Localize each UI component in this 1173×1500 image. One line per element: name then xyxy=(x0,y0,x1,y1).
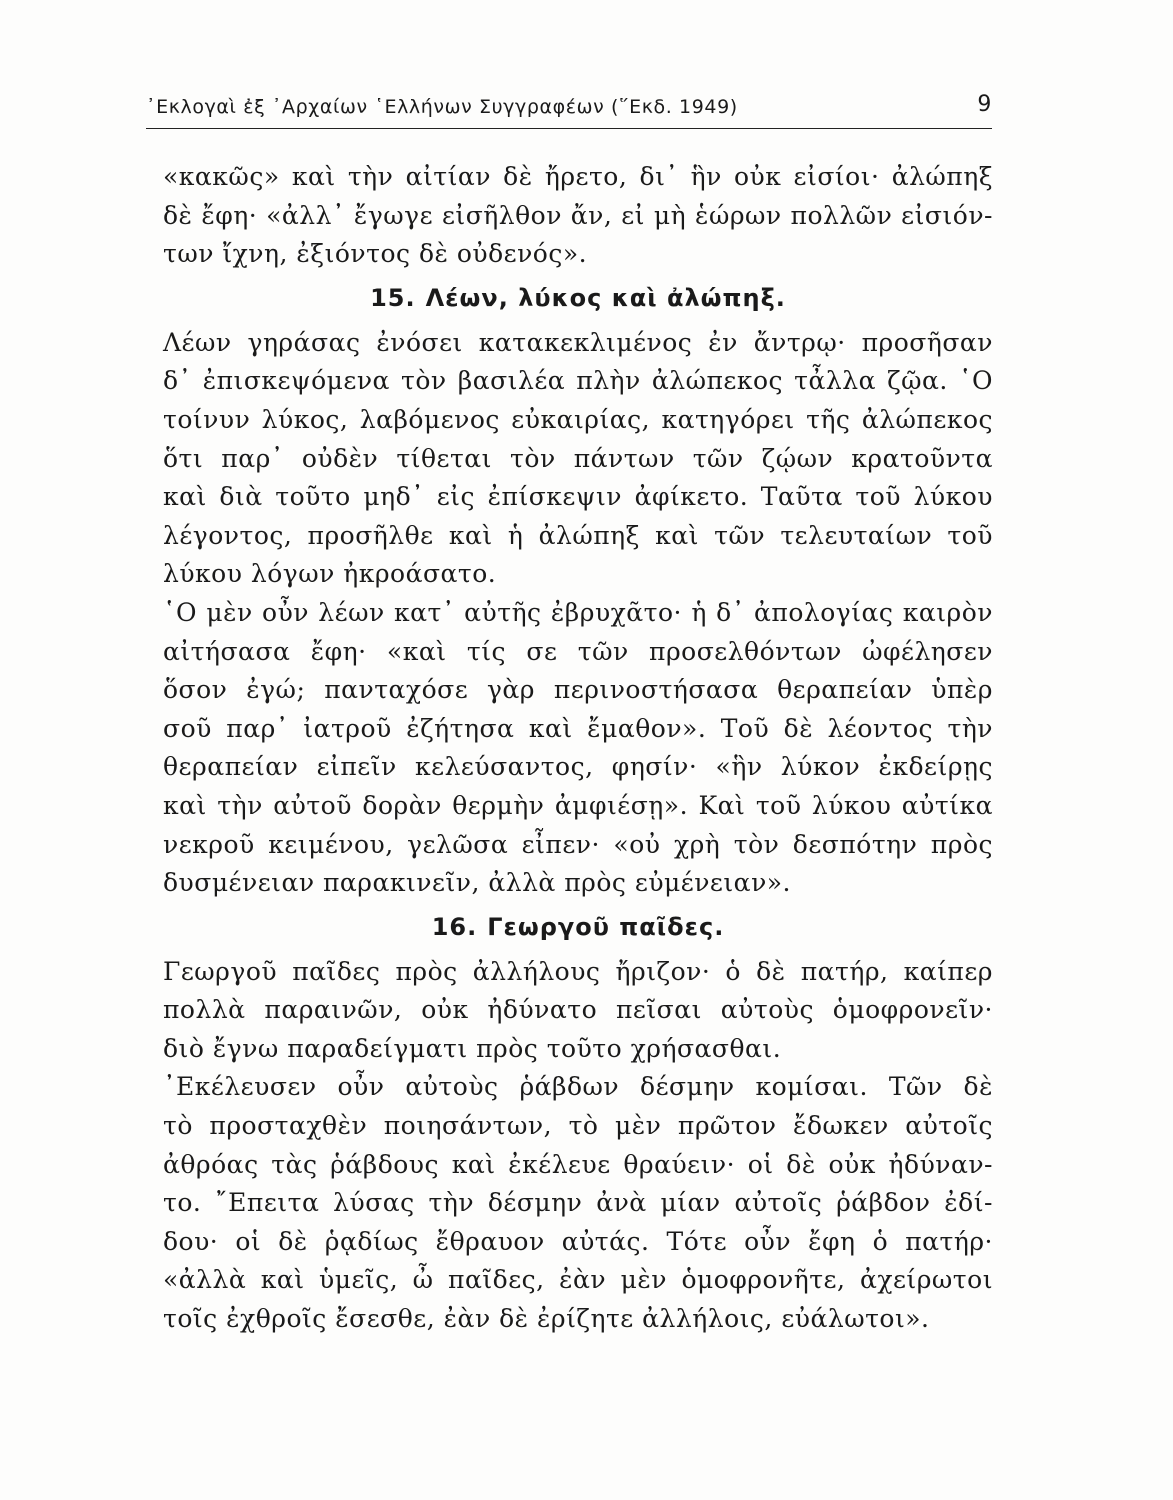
text-line: αἰτήσασα ἔφη· «καὶ τίς σε τῶν προσελθόντων ὠφέλησεν xyxy=(163,636,993,666)
text-line: «ἀλλὰ καὶ ὑμεῖς, ὦ παῖδες, ἐὰν μὲν ὁμοφρονῆτε, ἀχείρωτοι xyxy=(163,1265,993,1295)
section-16-paragraph-2 xyxy=(163,1068,993,1338)
text-line: θεραπείαν εἰπεῖν κελεύσαντος, φησίν· «ἣν λύκον ἐκδείρῃς xyxy=(163,752,993,782)
header-rule xyxy=(146,128,992,129)
text-line: δ᾿ ἐπισκεψόμενα τὸν βασιλέα πλὴν ἀλώπεκος τἆλλα ζῷα. ῾Ο xyxy=(163,366,993,396)
text-line: ῾Ο μὲν οὖν λέων κατ᾿ αὐτῆς ἐβρυχᾶτο· ἡ δ᾿ ἀπολογίας καιρὸν xyxy=(163,597,993,627)
text-line: διὸ ἔγνω παραδείγματι πρὸς τοῦτο χρήσασθαι. xyxy=(163,1033,782,1063)
section-title: Γεωργοῦ παῖδες. xyxy=(487,912,725,941)
page-body xyxy=(163,158,993,1339)
page-number: 9 xyxy=(977,92,992,117)
text-line: ὅτι παρ᾿ οὐδὲν τίθεται τὸν πάντων τῶν ζῴων κρατοῦντα xyxy=(163,443,993,473)
running-head-title: ᾿Εκλογαὶ ἐξ ᾿Αρχαίων ῾Ελλήνων Συγγραφέων (῞Εκδ. 1949) xyxy=(146,96,738,118)
text-line: καὶ τὴν αὐτοῦ δορὰν θερμὴν ἀμφιέσῃ». Καὶ τοῦ λύκου αὐτίκα xyxy=(163,790,993,820)
text-line: ἀθρόας τὰς ῥάβδους καὶ ἐκέλευε θραύειν· οἱ δὲ οὐκ ἠδύναν- xyxy=(163,1149,993,1179)
section-number: 16. xyxy=(431,912,478,941)
text-line: ὅσον ἐγώ; πανταχόσε γὰρ περινοστήσασα θεραπείαν ὑπὲρ xyxy=(163,675,993,705)
text-line: των ἴχνη, ἐξιόντος δὲ οὐδενός». xyxy=(163,239,588,269)
section-title: Λέων, λύκος καὶ ἀλώπηξ. xyxy=(425,283,786,312)
text-line: «κακῶς» καὶ τὴν αἰτίαν δὲ ἤρετο, δι᾿ ἣν οὐκ εἰσίοι· ἀλώπηξ xyxy=(163,162,993,191)
text-line: το. ῎Επειτα λύσας τὴν δέσμην ἀνὰ μίαν αὐτοῖς ῥάβδον ἐδί- xyxy=(163,1188,993,1218)
text-line: Γεωργοῦ παῖδες πρὸς ἀλλήλους ἤριζον· ὁ δὲ πατήρ, καίπερ xyxy=(163,956,993,986)
text-line: δυσμένειαν παρακινεῖν, ἀλλὰ πρὸς εὐμένειαν». xyxy=(163,868,792,898)
running-head xyxy=(146,92,992,124)
text-line: τὸ προσταχθὲν ποιησάντων, τὸ μὲν πρῶτον ἔδωκεν αὐτοῖς xyxy=(163,1111,993,1141)
text-line: νεκροῦ κειμένου, γελῶσα εἶπεν· «οὐ χρὴ τὸν δεσπότην πρὸς xyxy=(163,829,993,859)
text-line: πολλὰ παραινῶν, οὐκ ἠδύνατο πεῖσαι αὐτοὺς ὁμοφρονεῖν· xyxy=(163,995,993,1025)
text-line: τοίνυν λύκος, λαβόμενος εὐκαιρίας, κατηγόρει τῆς ἀλώπεκος xyxy=(163,404,993,434)
text-line: τοῖς ἐχθροῖς ἔσεσθε, ἐὰν δὲ ἐρίζητε ἀλλήλοις, εὐάλωτοι». xyxy=(163,1304,930,1334)
text-line: λύκου λόγων ἠκροάσατο. xyxy=(163,559,497,589)
section-heading-16 xyxy=(163,907,993,947)
text-line: δου· οἱ δὲ ῥᾳδίως ἔθραυον αὐτάς. Τότε οὖν ἔφη ὁ πατήρ· xyxy=(163,1226,993,1256)
text-line: Λέων γηράσας ἐνόσει κατακεκλιμένος ἐν ἄντρῳ· προσῆσαν xyxy=(163,327,993,357)
text-line: ᾿Εκέλευσεν οὖν αὐτοὺς ῥάβδων δέσμην κομίσαι. Τῶν δὲ xyxy=(163,1072,993,1102)
section-15-paragraph-2 xyxy=(163,594,993,903)
section-heading-15 xyxy=(163,278,993,318)
section-16-paragraph-1 xyxy=(163,953,993,1069)
text-line: δὲ ἔφη· «ἀλλ᾿ ἔγωγε εἰσῆλθον ἄν, εἰ μὴ ἑώρων πολλῶν εἰσιόν- xyxy=(163,200,993,230)
intro-paragraph xyxy=(163,158,993,274)
text-line: λέγοντος, προσῆλθε καὶ ἡ ἀλώπηξ καὶ τῶν τελευταίων τοῦ xyxy=(163,520,993,550)
text-line: σοῦ παρ᾿ ἰατροῦ ἐζήτησα καὶ ἔμαθον». Τοῦ δὲ λέοντος τὴν xyxy=(163,713,993,743)
text-line: καὶ διὰ τοῦτο μηδ᾿ εἰς ἐπίσκεψιν ἀφίκετο. Ταῦτα τοῦ λύκου xyxy=(163,482,993,512)
section-number: 15. xyxy=(370,283,416,312)
section-15-paragraph-1 xyxy=(163,324,993,594)
